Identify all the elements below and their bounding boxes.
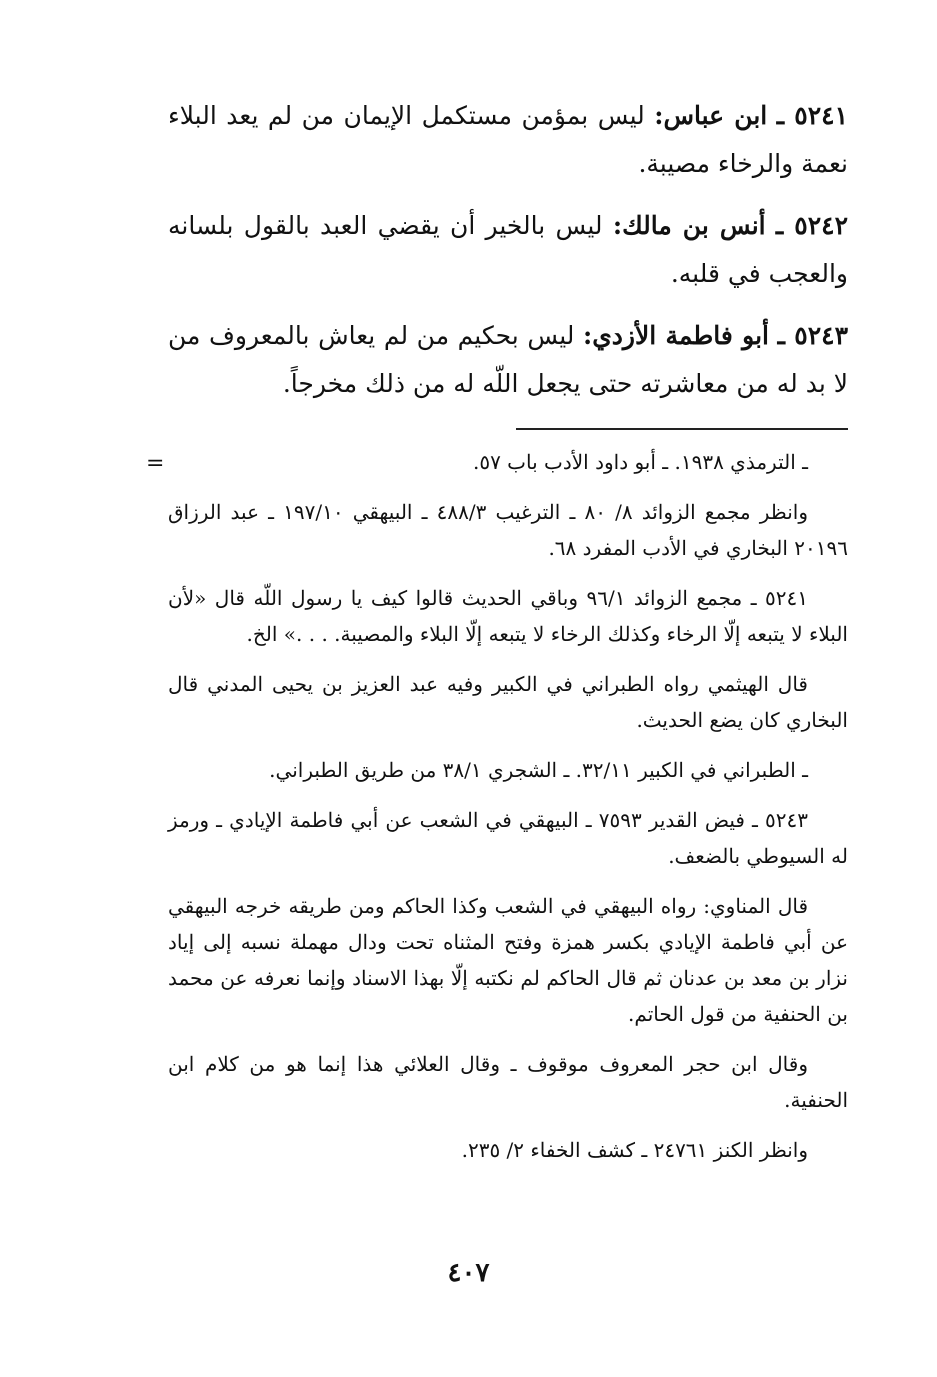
footnote-5241	[168, 580, 848, 652]
footnote-text: قال المناوي: رواه البيهقي في الشعب وكذا الحاكم ومن طريقه خرجه البيهقي عن أبي فاطمة الإيادي بكسر همزة وفتح المثناه تحت ودال مهملة نسبه إلى إياد نزار بن معد بن عدنان ثم قال الحاكم لم نكتبه إلّا بهذا الاسناد وإنما نعرفه عن محمد بن الحنفية من قول الحاتم.	[168, 894, 849, 1026]
footnote-text: قال الهيثمي رواه الطبراني في الكبير وفيه عبد العزيز بن يحيى المدني قال البخاري كان يضع الحديث.	[168, 672, 848, 732]
footnote-see-also	[168, 494, 848, 566]
footnote-text: ٥٢٤٣ ـ فيض القدير ٧٥٩٣ ـ البيهقي في الشعب عن أبي فاطمة الإيادي ـ ورمز له السيوطي بالضعف.	[168, 808, 848, 868]
footnote-rule	[516, 428, 848, 430]
entry-number: ٥٢٤١ ـ	[776, 101, 848, 130]
footnote-separator	[168, 422, 848, 444]
entry-5241	[168, 92, 848, 188]
entry-number: ٥٢٤٢ ـ	[775, 211, 849, 240]
footnote-text: ـ الترمذي ١٩٣٨. ـ أبو داود الأدب باب ٥٧.	[472, 450, 808, 474]
entry-text: ليس بحكيم من لم يعاش بالمعروف من لا بد له من معاشرته حتى يجعل اللّه له من ذلك مخرجاً.	[168, 321, 848, 398]
footnote-text: وانظر مجمع الزوائد ٨/ ٨٠ ـ الترغيب ٤٨٨/٣ ـ البيهقي ١٩٧/١٠ ـ عبد الرزاق ٢٠١٩٦ البخاري في الأدب المفرد ٦٨.	[168, 500, 848, 560]
continuation-mark: =	[146, 451, 165, 476]
entry-narrator: ابن عباس:	[654, 101, 768, 130]
footnote-text: ٥٢٤١ ـ مجمع الزوائد ٩٦/١ وباقي الحديث قالوا كيف يا رسول اللّه قال «لأن البلاء لا يتبعه إلّا الرخاء وكذلك الرخاء لا يتبعه إلّا البلاء والمصيبة. . . .» الخ.	[168, 586, 848, 646]
page-content	[146, 92, 849, 1182]
entry-text: ليس بالخير أن يقضي العبد بالقول بلسانه والعجب في قلبه.	[168, 211, 848, 288]
footnote-tirmidhi	[146, 444, 848, 480]
footnote-haythami	[168, 666, 848, 738]
entry-narrator: أبو فاطمة الأزدي:	[582, 321, 770, 350]
entry-5242	[168, 202, 848, 298]
footnote-5243	[168, 802, 848, 874]
footnote-tabarani	[168, 752, 848, 788]
footnote-text: وقال ابن حجر المعروف موقوف ـ وقال العلائي هذا إنما هو من كلام ابن الحنفية.	[168, 1052, 848, 1112]
entry-5243	[168, 312, 848, 408]
entry-number: ٥٢٤٣ ـ	[777, 321, 848, 350]
footnote-kanz	[168, 1132, 848, 1168]
entry-text: ليس بمؤمن مستكمل الإيمان من لم يعد البلاء نعمة والرخاء مصيبة.	[168, 101, 848, 178]
footnote-text: ـ الطبراني في الكبير ٣٢/١١. ـ الشجري ٣٨/١ من طريق الطبراني.	[269, 758, 808, 782]
page-number: ٤٠٧	[447, 1258, 490, 1288]
footnote-text: وانظر الكنز ٢٤٧٦١ ـ كشف الخفاء ٢/ ٢٣٥.	[461, 1138, 808, 1162]
footnote-munawi	[168, 888, 848, 1032]
footnote-ibn-hajar	[168, 1046, 848, 1118]
entry-narrator: أنس بن مالك:	[612, 211, 766, 240]
